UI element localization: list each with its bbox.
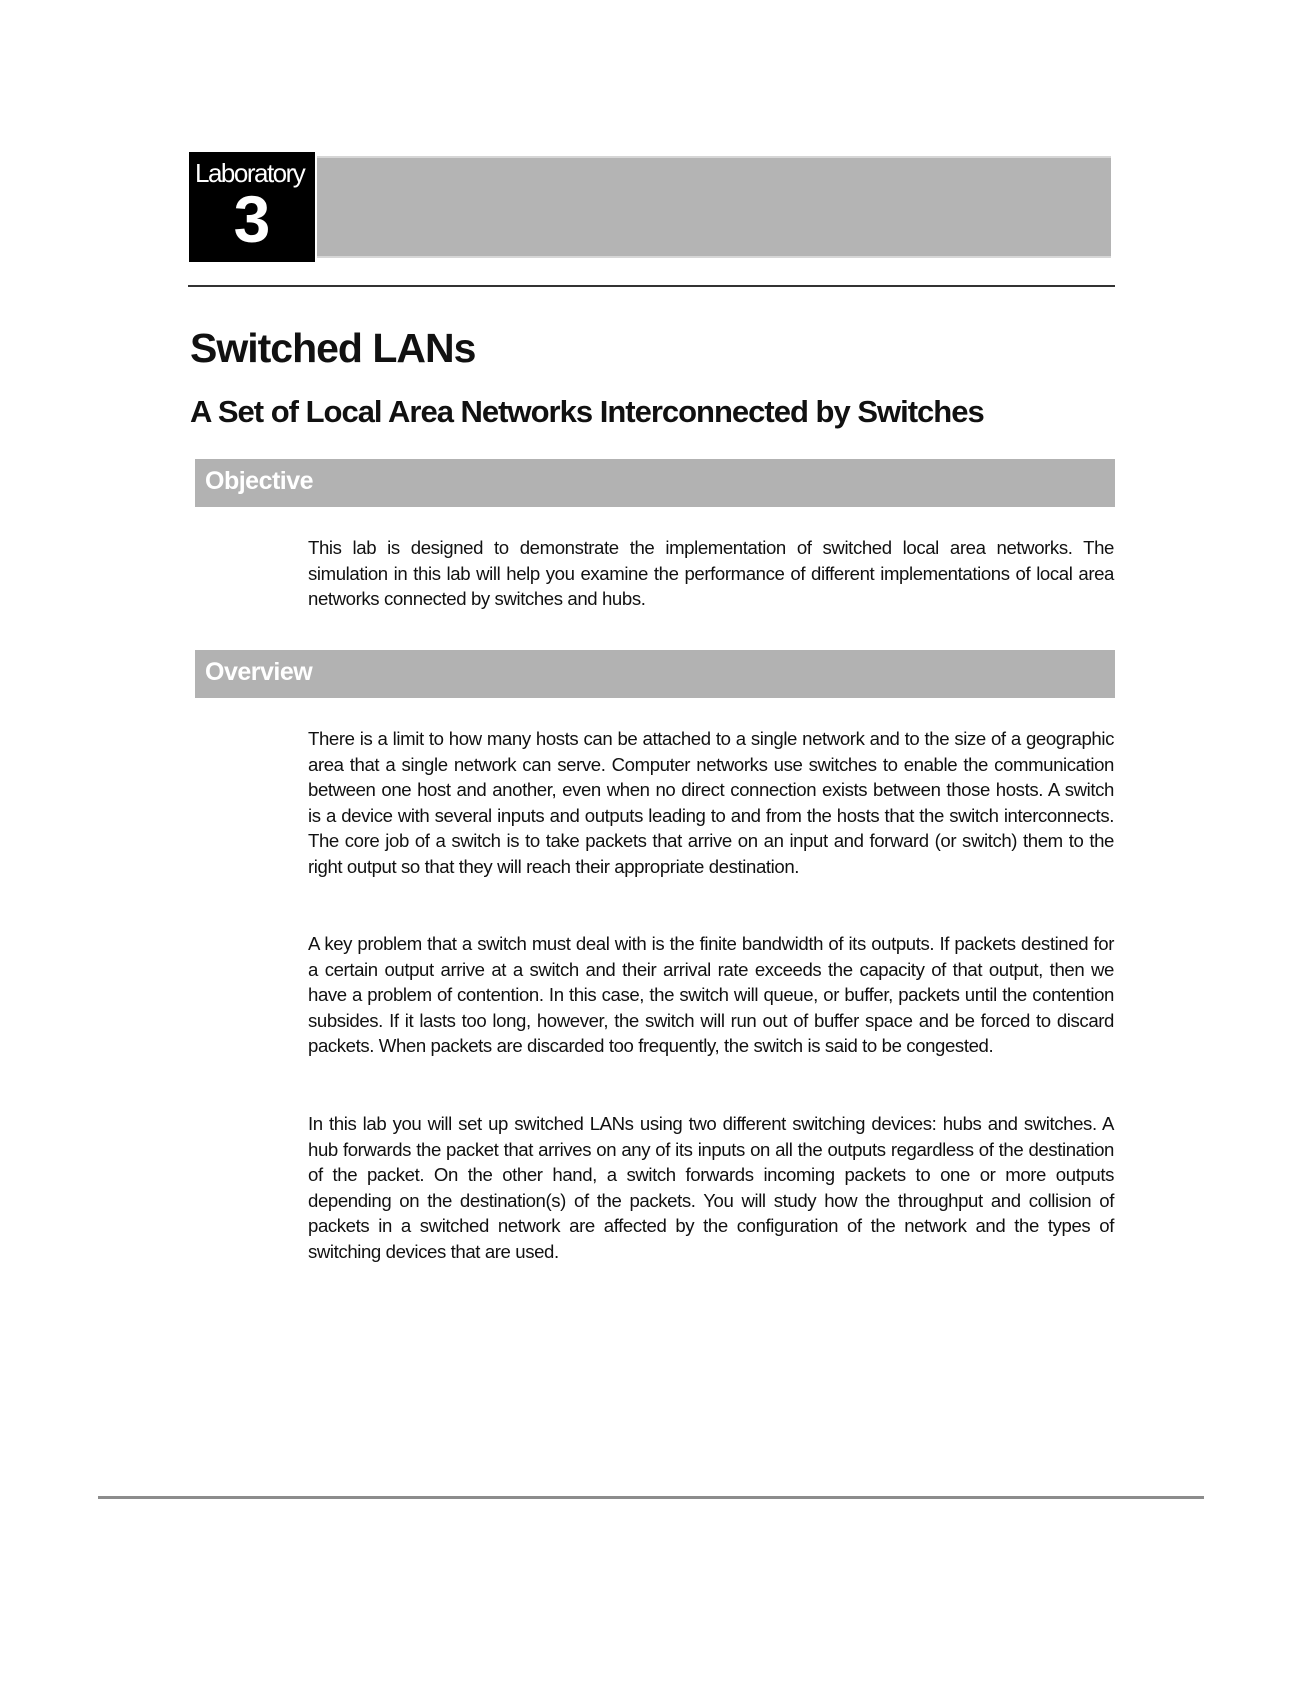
- section-heading-objective: [195, 459, 1115, 507]
- page-title: Switched LANs: [190, 325, 476, 371]
- lab-badge: [189, 152, 315, 262]
- overview-paragraph-1: There is a limit to how many hosts can be attached to a single network and to the size of a geographic area that a single network can serve. Computer networks use switches to enable the communication between one host and another, even when no direct connection exists between those hosts. A switch is a device with several inputs and outputs leading to and from the hosts that the switch interconnects. The core job of a switch is to take packets that arrive on an input and forward (or switch) them to the right output so that they will reach their appropriate destination.: [308, 728, 1114, 877]
- overview-paragraph-3: In this lab you will set up switched LANs using two different switching devices: hubs and switches. A hub forwards the packet that arrives on any of its inputs on all the outputs regardless of the destination of the packet. On the other hand, a switch forwards incoming packets to one or more outputs depending on the destination(s) of the packets. You will study how the throughput and collision of packets in a switched network are affected by the configuration of the network and the types of switching devices that are used.: [308, 1113, 1114, 1262]
- section-heading-overview-label: Overview: [205, 658, 313, 686]
- header-divider: [188, 285, 1115, 287]
- lab-header: [189, 152, 1111, 262]
- overview-paragraph-2: A key problem that a switch must deal with is the finite bandwidth of its outputs. If packets destined for a certain output arrive at a switch and their arrival rate exceeds the capacity of that output, then we have a problem of contention. In this case, the switch will queue, or buffer, packets until the contention subsides. If it lasts too long, however, the switch will run out of buffer space and be forced to discard packets. When packets are discarded too frequently, the switch is said to be congested.: [308, 933, 1114, 1057]
- lab-header-bar: [317, 156, 1111, 258]
- section-heading-objective-label: Objective: [205, 467, 314, 495]
- page-subtitle: A Set of Local Area Networks Interconnected by Switches: [190, 394, 984, 429]
- section-heading-overview: [195, 650, 1115, 698]
- objective-paragraph: This lab is designed to demonstrate the implementation of switched local area networks. The simulation in this lab will help you examine the performance of different implementations of local area networks connected by switches and hubs.: [308, 537, 1114, 610]
- lab-badge-number: 3: [233, 182, 271, 256]
- lab-badge-word: Laboratory: [195, 158, 305, 188]
- footer-divider: [98, 1496, 1204, 1499]
